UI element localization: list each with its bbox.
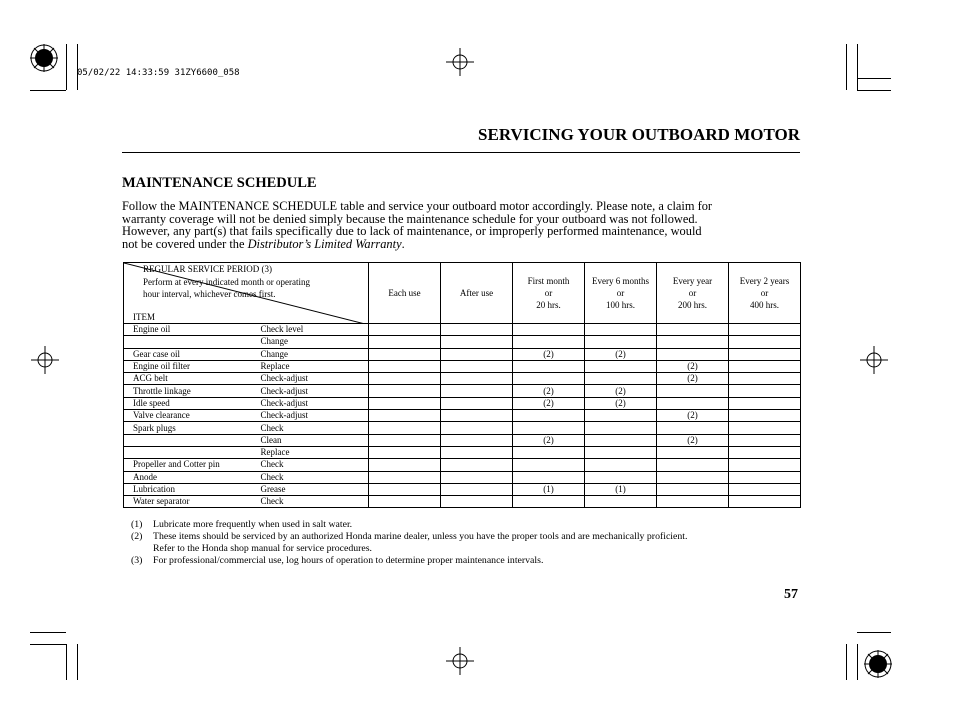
item-action: Check-adjust [257,397,369,409]
schedule-cell [513,324,585,336]
schedule-cell [369,410,441,422]
item-action: Grease [257,483,369,495]
schedule-cell [657,422,729,434]
schedule-cell [657,324,729,336]
footnote-number: (2) [131,531,143,542]
schedule-cell: (1) [585,483,657,495]
intro-line: Follow the MAINTENANCE SCHEDULE table and service your outboard motor accordingly. Please note, a claim for [122,199,713,213]
warranty-name: Distributor’s Limited Warranty [247,236,402,251]
schedule-cell [369,348,441,360]
item-action: Check [257,496,369,508]
table-row [124,360,801,372]
schedule-cell [441,410,513,422]
schedule-cell [729,397,801,409]
item-action: Change [257,336,369,348]
item-label: ITEM [133,312,155,322]
schedule-cell [585,496,657,508]
schedule-cell [441,397,513,409]
schedule-cell [441,373,513,385]
maintenance-table [123,262,801,508]
schedule-cell: (2) [585,385,657,397]
schedule-cell [441,471,513,483]
schedule-cell [369,446,441,458]
schedule-cell [369,471,441,483]
schedule-cell: (2) [513,385,585,397]
item-name: ACG belt [124,373,257,385]
schedule-cell [441,446,513,458]
footnote-text: These items should be serviced by an authorized Honda marine dealer, unless you have the proper tools and are mechanically proficient. [153,531,688,542]
item-name: Valve clearance [124,410,257,422]
schedule-cell [513,471,585,483]
schedule-cell [585,373,657,385]
table-corner-cell [124,263,369,324]
schedule-cell [657,483,729,495]
schedule-cell [657,348,729,360]
schedule-cell [441,385,513,397]
footnote-text: Lubricate more frequently when used in salt water. [153,519,353,530]
service-period-label: REGULAR SERVICE PERIOD (3) [143,264,273,274]
schedule-cell [729,471,801,483]
table-row [124,471,801,483]
schedule-cell: (2) [585,397,657,409]
schedule-cell [369,360,441,372]
footnote [131,519,687,531]
schedule-cell [441,348,513,360]
schedule-cell [585,410,657,422]
schedule-cell [585,324,657,336]
schedule-cell [585,471,657,483]
table-row [124,434,801,446]
schedule-cell [441,324,513,336]
section-title: MAINTENANCE SCHEDULE [122,175,317,191]
table-row [124,446,801,458]
schedule-cell [729,324,801,336]
column-header: Every 6 months or 100 hrs. [585,263,657,324]
registration-crosshair-icon [31,346,59,374]
schedule-cell: (2) [657,434,729,446]
table-row [124,410,801,422]
footnote-number: (1) [131,519,143,530]
schedule-cell [441,422,513,434]
schedule-cell [369,483,441,495]
schedule-cell [729,446,801,458]
item-name: Propeller and Cotter pin [124,459,257,471]
schedule-cell [513,422,585,434]
item-name: Engine oil filter [124,360,257,372]
schedule-cell [369,459,441,471]
footnote-number: (3) [131,555,143,566]
schedule-cell [729,459,801,471]
item-action: Check-adjust [257,385,369,397]
schedule-cell [441,459,513,471]
schedule-cell [729,373,801,385]
item-name: Lubrication [124,483,257,495]
item-action: Check-adjust [257,410,369,422]
schedule-cell: (2) [513,434,585,446]
intro-line: However, any part(s) that fails specifically due to lack of maintenance, or improperly performed maintenance, would [122,224,702,239]
schedule-cell: (2) [657,373,729,385]
schedule-cell [657,446,729,458]
schedule-cell [585,446,657,458]
item-name: Spark plugs [124,422,257,434]
schedule-cell [729,422,801,434]
schedule-cell [585,422,657,434]
intro-paragraph [122,200,802,250]
footnote [131,543,687,555]
schedule-cell [369,373,441,385]
table-row [124,459,801,471]
registration-crosshair-icon [446,647,474,675]
footnote-text: Refer to the Honda shop manual for service procedures. [153,543,372,554]
table-row [124,336,801,348]
registration-sunburst-icon [862,648,894,680]
schedule-cell [369,336,441,348]
registration-crosshair-icon [446,48,474,76]
item-action: Replace [257,360,369,372]
page-title: SERVICING YOUR OUTBOARD MOTOR [478,125,800,144]
schedule-cell [729,360,801,372]
schedule-cell: (2) [657,360,729,372]
schedule-cell: (2) [585,348,657,360]
schedule-cell [441,360,513,372]
column-header: First month or 20 hrs. [513,263,585,324]
schedule-cell [369,496,441,508]
schedule-cell [657,496,729,508]
schedule-cell [657,471,729,483]
title-rule [122,152,800,153]
table-row [124,422,801,434]
table-row [124,483,801,495]
item-action: Check-adjust [257,373,369,385]
schedule-cell [513,360,585,372]
schedule-cell [513,373,585,385]
schedule-cell [513,459,585,471]
table-row [124,496,801,508]
schedule-cell [585,360,657,372]
registration-crosshair-icon [860,346,888,374]
schedule-cell [513,336,585,348]
schedule-cell: (2) [513,348,585,360]
item-action: Replace [257,446,369,458]
item-name [124,446,257,458]
schedule-cell [729,496,801,508]
item-name: Anode [124,471,257,483]
footnote [131,531,687,543]
schedule-cell [513,496,585,508]
schedule-cell [441,483,513,495]
item-name: Gear case oil [124,348,257,360]
item-action: Change [257,348,369,360]
item-name [124,434,257,446]
schedule-cell [513,410,585,422]
schedule-cell [657,336,729,348]
schedule-cell [369,324,441,336]
schedule-cell [585,459,657,471]
item-action: Check [257,471,369,483]
item-action: Clean [257,434,369,446]
column-header: Every year or 200 hrs. [657,263,729,324]
schedule-cell [369,434,441,446]
schedule-cell [585,336,657,348]
item-name [124,336,257,348]
item-action: Check [257,422,369,434]
item-action: Check level [257,324,369,336]
item-name: Engine oil [124,324,257,336]
table-row [124,373,801,385]
footnotes [131,519,687,567]
table-header-row [124,263,801,324]
print-stamp: 05/02/22 14:33:59 31ZY6600_058 [77,68,240,78]
schedule-cell [513,446,585,458]
schedule-cell [441,496,513,508]
schedule-cell [369,385,441,397]
column-header: Every 2 years or 400 hrs. [729,263,801,324]
schedule-cell [729,410,801,422]
page-number: 57 [784,587,798,602]
intro-line: warranty coverage will not be denied simply because the maintenance schedule for your outboard was not followed. [122,211,698,226]
column-header: After use [441,263,513,324]
schedule-cell [729,336,801,348]
item-name: Water separator [124,496,257,508]
table-row [124,348,801,360]
item-name: Throttle linkage [124,385,257,397]
item-name: Idle speed [124,397,257,409]
footnote-text: For professional/commercial use, log hours of operation to determine proper maintenance intervals. [153,555,544,566]
intro-line: not be covered under the Distributor’s Limited Warranty. [122,236,405,251]
schedule-cell [729,434,801,446]
schedule-cell: (2) [513,397,585,409]
column-header: Each use [369,263,441,324]
schedule-cell [729,348,801,360]
item-action: Check [257,459,369,471]
schedule-cell [369,397,441,409]
schedule-cell: (2) [657,410,729,422]
schedule-cell [441,434,513,446]
footnote [131,555,687,567]
schedule-cell [657,385,729,397]
service-period-note: hour interval, whichever comes first. [143,289,276,299]
schedule-cell [369,422,441,434]
schedule-cell [657,459,729,471]
service-period-note: Perform at every indicated month or operating [143,276,310,287]
schedule-cell [441,336,513,348]
schedule-cell: (1) [513,483,585,495]
footnote-number [131,543,153,555]
schedule-cell [729,483,801,495]
table-row [124,324,801,336]
schedule-cell [657,397,729,409]
schedule-cell [585,434,657,446]
table-row [124,385,801,397]
schedule-cell [729,385,801,397]
registration-sunburst-icon [28,42,60,74]
table-row [124,397,801,409]
